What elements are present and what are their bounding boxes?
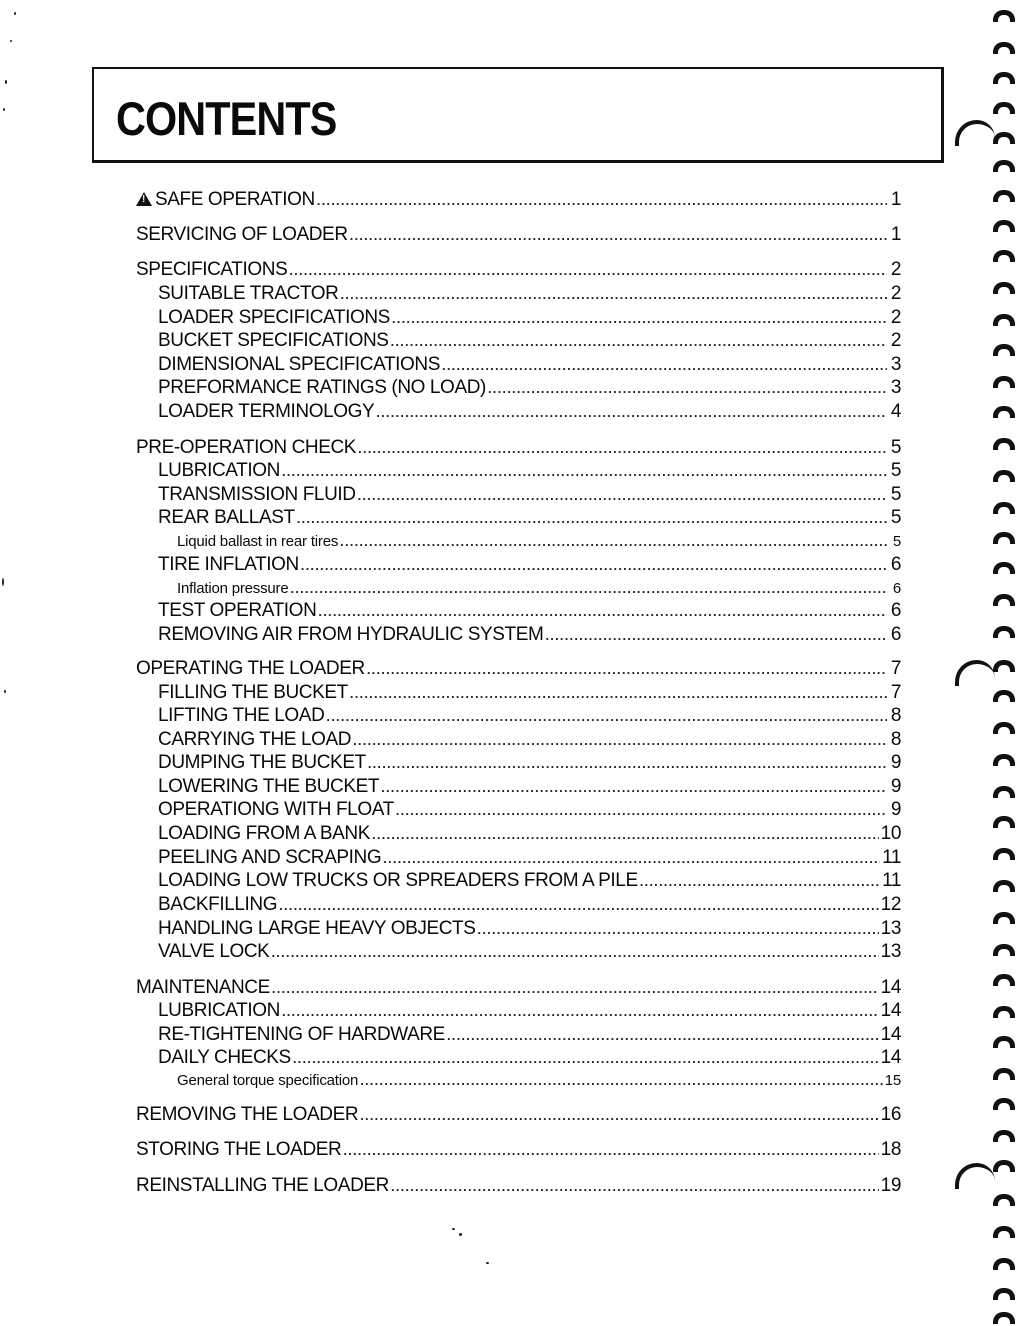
dot-leader: [442, 355, 887, 377]
dot-leader: [353, 730, 887, 752]
toc-entry-label: [158, 918, 476, 940]
scan-speck: [14, 12, 16, 15]
toc-entry-label: [158, 484, 356, 506]
toc-entry-text: DAILY CHECKS: [158, 1047, 291, 1068]
toc-page-number: 7: [890, 682, 901, 703]
toc-page-number: 5: [890, 460, 901, 481]
toc-entry-text: MAINTENANCE: [136, 977, 270, 998]
dot-leader: [640, 871, 880, 893]
dot-leader: [301, 555, 887, 577]
toc-page-number: 10: [880, 823, 901, 844]
toc-entry-text: HANDLING LARGE HEAVY OBJECTS: [158, 918, 476, 939]
toc-page-number: 15: [884, 1072, 901, 1089]
toc-entry[interactable]: [136, 1139, 901, 1162]
toc-entry-label: [155, 189, 315, 211]
dot-leader: [279, 895, 879, 917]
toc-entry-text: LOADER TERMINOLOGY: [158, 401, 375, 422]
dot-leader: [317, 190, 887, 212]
toc-page-number: 18: [880, 1139, 901, 1160]
toc-page-number: 9: [890, 752, 901, 773]
dot-leader: [289, 260, 887, 282]
dot-leader: [272, 978, 879, 1000]
toc-entry-label: [136, 658, 365, 680]
page-title: CONTENTS: [116, 92, 337, 145]
toc-entry[interactable]: [158, 847, 901, 870]
toc-page-number: 4: [890, 401, 901, 422]
toc-entry[interactable]: [158, 1024, 901, 1047]
dot-leader: [326, 706, 887, 728]
toc-page-number: 7: [890, 658, 901, 679]
toc-entry-text: TEST OPERATION: [158, 600, 317, 621]
toc-entry[interactable]: [158, 554, 901, 577]
toc-entry-label: [158, 776, 379, 798]
toc-entry-text: TRANSMISSION FLUID: [158, 484, 356, 505]
toc-page-number: 6: [890, 554, 901, 575]
dot-leader: [350, 225, 887, 247]
dot-leader: [297, 508, 887, 530]
dot-leader: [340, 284, 887, 306]
toc-entry-label: [136, 259, 287, 281]
dot-leader: [350, 683, 887, 705]
toc-page-number: 2: [890, 283, 901, 304]
toc-entry-text: PRE-OPERATION CHECK: [136, 437, 357, 458]
toc-entry-label: [136, 1175, 389, 1197]
toc-entry-text: SERVICING OF LOADER: [136, 224, 348, 245]
toc-entry-text: DIMENSIONAL SPECIFICATIONS: [158, 354, 441, 375]
dot-leader: [372, 824, 879, 846]
toc-page-number: 16: [880, 1104, 901, 1125]
toc-page-number: 5: [892, 533, 901, 550]
toc-page-number: 5: [890, 507, 901, 528]
toc-page-number: 1: [890, 189, 901, 210]
toc-page-number: 11: [882, 847, 901, 868]
scan-speck: [452, 1228, 455, 1230]
toc-entry-label: [158, 283, 338, 305]
warning-triangle-icon: [136, 192, 152, 206]
toc-entry[interactable]: [158, 870, 901, 893]
dot-leader: [396, 800, 887, 822]
toc-entry-label: [158, 799, 394, 821]
scan-speck: [5, 80, 7, 84]
toc-entry[interactable]: [136, 224, 901, 247]
toc-entry[interactable]: [158, 600, 901, 623]
toc-page-number: 3: [890, 354, 901, 375]
dot-leader: [383, 848, 880, 870]
toc-entry-text: LOADER SPECIFICATIONS: [158, 307, 390, 328]
toc-page-number: 6: [890, 600, 901, 621]
toc-page-number: 9: [890, 799, 901, 820]
toc-entry-text: PREFORMANCE RATINGS (NO LOAD): [158, 377, 486, 398]
toc-entry-text: SAFE OPERATION: [155, 189, 315, 210]
toc-page-number: 14: [880, 1000, 901, 1021]
toc-entry-text: Inflation pressure: [177, 580, 289, 597]
toc-page-number: 14: [880, 1047, 901, 1068]
toc-entry-label: [136, 977, 270, 999]
toc-entry[interactable]: [136, 1104, 901, 1127]
toc-entry-text: TIRE INFLATION: [158, 554, 299, 575]
toc-entry-text: VALVE LOCK: [158, 941, 270, 962]
dot-leader: [358, 438, 887, 460]
toc-page-number: 3: [890, 377, 901, 398]
toc-entry-label: [158, 1024, 445, 1046]
toc-page-number: 2: [890, 259, 901, 280]
toc-entry-label: [158, 894, 277, 916]
toc-entry-text: STORING THE LOADER: [136, 1139, 342, 1160]
toc-entry[interactable]: [158, 307, 901, 330]
toc-entry-label: [158, 401, 374, 423]
toc-page-number: 1: [890, 224, 901, 245]
toc-page-number: 6: [892, 580, 901, 597]
toc-entry-label: [136, 224, 348, 246]
dot-leader: [360, 1105, 878, 1127]
dot-leader: [358, 485, 887, 507]
toc-entry-text: LUBRICATION: [158, 460, 280, 481]
toc-entry-text: DUMPING THE BUCKET: [158, 752, 366, 773]
toc-entry[interactable]: [158, 460, 901, 483]
toc-page-number: 6: [890, 624, 901, 645]
toc-entry[interactable]: [158, 918, 901, 941]
toc-entry-text: REMOVING AIR FROM HYDRAULIC SYSTEM: [158, 624, 544, 645]
dot-leader: [376, 402, 887, 424]
toc-entry[interactable]: [158, 941, 901, 964]
toc-entry-label: [177, 580, 288, 598]
toc-entry-label: [158, 600, 316, 622]
scan-speck: [3, 108, 5, 111]
dot-leader: [271, 942, 878, 964]
toc-entry[interactable]: [158, 894, 901, 917]
toc-entry[interactable]: [158, 1047, 901, 1070]
toc-entry[interactable]: [158, 705, 901, 728]
toc-entry[interactable]: [158, 823, 901, 846]
toc-entry-text: RE-TIGHTENING OF HARDWARE: [158, 1024, 445, 1045]
toc-entry-label: [158, 823, 370, 845]
toc-entry[interactable]: [158, 377, 901, 400]
scan-speck: [4, 690, 6, 693]
toc-entry-text: General torque specification: [177, 1072, 359, 1089]
toc-entry-text: LOADING FROM A BANK: [158, 823, 371, 844]
toc-entry[interactable]: [136, 259, 901, 282]
toc-entry[interactable]: [136, 658, 901, 681]
dot-leader: [368, 753, 887, 775]
scan-speck: [2, 578, 4, 586]
toc-entry[interactable]: [158, 354, 901, 377]
toc-entry-text: OPERATIONG WITH FLOAT: [158, 799, 394, 820]
toc-entry-label: [158, 682, 348, 704]
toc-entry-text: SUITABLE TRACTOR: [158, 283, 339, 304]
toc-entry-text: LIFTING THE LOAD: [158, 705, 325, 726]
toc-page-number: 5: [890, 437, 901, 458]
toc-page-number: 13: [880, 941, 901, 962]
toc-entry-text: FILLING THE BUCKET: [158, 682, 348, 703]
toc-entry[interactable]: [177, 580, 901, 598]
toc-entry-text: REMOVING THE LOADER: [136, 1104, 359, 1125]
scan-speck: [486, 1262, 489, 1264]
toc-entry-label: [158, 307, 390, 329]
toc-entry[interactable]: [177, 533, 901, 551]
toc-entry-text: REINSTALLING THE LOADER: [136, 1175, 389, 1196]
dot-leader: [282, 1001, 879, 1023]
toc-entry-text: BUCKET SPECIFICATIONS: [158, 330, 389, 351]
dot-leader: [478, 919, 879, 941]
toc-page-number: 19: [880, 1175, 901, 1196]
toc-entry-text: BACKFILLING: [158, 894, 278, 915]
toc-page-number: 11: [882, 870, 901, 891]
toc-entry-label: [158, 847, 381, 869]
toc-page-number: 8: [890, 729, 901, 750]
toc-entry[interactable]: [158, 776, 901, 799]
toc-page-number: 14: [880, 977, 901, 998]
dot-leader: [318, 601, 887, 623]
toc-entry[interactable]: [158, 799, 901, 822]
toc-entry-text: LOADING LOW TRUCKS OR SPREADERS FROM A PILE: [158, 870, 638, 891]
toc-entry-text: PEELING AND SCRAPING: [158, 847, 382, 868]
scan-speck: [459, 1233, 462, 1236]
dot-leader: [360, 1072, 883, 1090]
dot-leader: [391, 1176, 879, 1198]
toc-entry-label: [136, 1139, 341, 1161]
toc-page-number: 8: [890, 705, 901, 726]
toc-entry-label: [158, 460, 280, 482]
toc-entry[interactable]: [158, 507, 901, 530]
toc-entry[interactable]: [158, 401, 901, 424]
toc-entry-label: [158, 752, 366, 774]
toc-page-number: 14: [880, 1024, 901, 1045]
toc-entry-label: [158, 624, 543, 646]
toc-entry[interactable]: [158, 330, 901, 353]
toc-page-number: 13: [880, 918, 901, 939]
toc-entry-text: OPERATING THE LOADER: [136, 658, 365, 679]
toc-entry[interactable]: [136, 1175, 901, 1198]
toc-entry[interactable]: [158, 752, 901, 775]
toc-entry-label: [158, 1000, 280, 1022]
dot-leader: [367, 659, 887, 681]
dot-leader: [545, 625, 887, 647]
toc-entry-text: SPECIFICATIONS: [136, 259, 288, 280]
toc-entry[interactable]: [158, 682, 901, 705]
toc-entry-text: REAR BALLAST: [158, 507, 295, 528]
toc-entry-label: [158, 377, 486, 399]
toc-entry[interactable]: [158, 484, 901, 507]
toc-entry-label: [158, 507, 295, 529]
toc-entry[interactable]: [136, 437, 901, 460]
toc-page-number: 9: [890, 776, 901, 797]
toc-entry-label: [158, 729, 351, 751]
toc-entry-text: LOWERING THE BUCKET: [158, 776, 380, 797]
dot-leader: [381, 777, 887, 799]
dot-leader: [282, 461, 887, 483]
toc-page-number: 5: [890, 484, 901, 505]
dot-leader: [391, 331, 887, 353]
toc-entry-text: Liquid ballast in rear tires: [177, 533, 339, 550]
toc-entry-label: [158, 1047, 291, 1069]
dot-leader: [290, 580, 887, 598]
dot-leader: [343, 1140, 878, 1162]
dot-leader: [392, 308, 887, 330]
dot-leader: [293, 1048, 879, 1070]
toc-entry-label: [136, 1104, 358, 1126]
toc-entry-label: [158, 870, 638, 892]
toc-page-number: 2: [890, 330, 901, 351]
toc-entry-text: CARRYING THE LOAD: [158, 729, 352, 750]
toc-page-number: 12: [880, 894, 901, 915]
toc-entry-label: [136, 437, 356, 459]
toc-entry[interactable]: [136, 189, 901, 212]
toc-entry[interactable]: [158, 729, 901, 752]
toc-entry[interactable]: [158, 1000, 901, 1023]
toc-entry-label: [158, 705, 324, 727]
toc-entry[interactable]: [158, 624, 901, 647]
toc-entry-label: [177, 1072, 358, 1090]
toc-entry-text: LUBRICATION: [158, 1000, 280, 1021]
toc-entry-label: [158, 554, 299, 576]
toc-entry[interactable]: [177, 1072, 901, 1090]
toc-entry-label: [158, 941, 269, 963]
dot-leader: [488, 378, 887, 400]
toc-entry-label: [158, 330, 389, 352]
toc-entry-label: [177, 533, 338, 551]
scan-speck: [10, 40, 12, 42]
toc-entry-label: [158, 354, 440, 376]
dot-leader: [340, 533, 887, 551]
toc-entry[interactable]: [158, 283, 901, 306]
toc-entry[interactable]: [136, 977, 901, 1000]
toc-page-number: 2: [890, 307, 901, 328]
dot-leader: [447, 1025, 879, 1047]
